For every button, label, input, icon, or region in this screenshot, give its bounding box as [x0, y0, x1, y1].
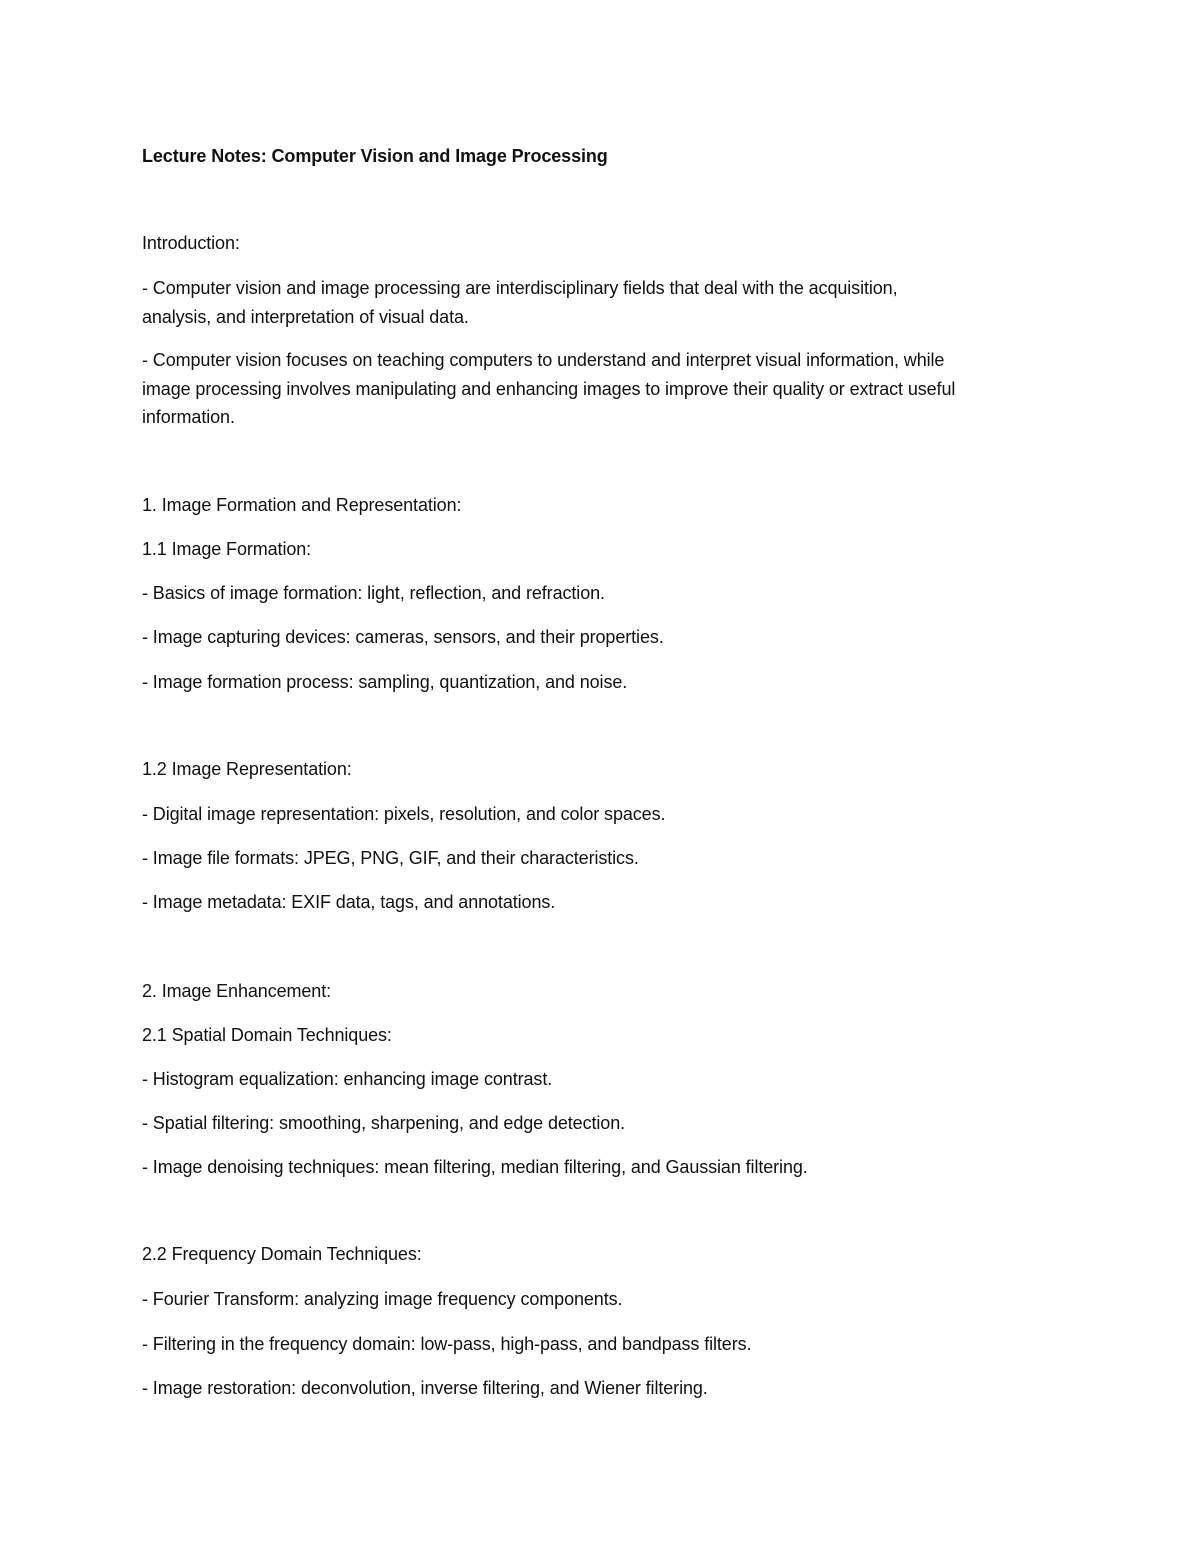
list-item: - Image formation process: sampling, quantization, and noise. [142, 672, 628, 692]
section-1-1-heading: 1.1 Image Formation: [142, 539, 312, 559]
introduction-heading: Introduction: [142, 233, 240, 253]
list-item: - Image file formats: JPEG, PNG, GIF, and their characteristics. [142, 848, 639, 868]
list-item: - Basics of image formation: light, reflection, and refraction. [142, 583, 605, 603]
list-item: - Image capturing devices: cameras, sensors, and their properties. [142, 627, 664, 647]
section-2-1-heading: 2.1 Spatial Domain Techniques: [142, 1025, 392, 1045]
list-item: - Image metadata: EXIF data, tags, and annotations. [142, 892, 556, 912]
list-item: - Fourier Transform: analyzing image frequency components. [142, 1289, 623, 1309]
list-item: - Histogram equalization: enhancing image contrast. [142, 1069, 553, 1089]
intro-point-2-line-3: information. [142, 407, 235, 427]
list-item: - Spatial filtering: smoothing, sharpening, and edge detection. [142, 1113, 626, 1133]
intro-point-1-line-1: - Computer vision and image processing are interdisciplinary fields that deal with the acquisition, [142, 278, 898, 298]
section-1-heading: 1. Image Formation and Representation: [142, 495, 462, 515]
document-title: Lecture Notes: Computer Vision and Image Processing [142, 146, 608, 166]
list-item: - Filtering in the frequency domain: low-pass, high-pass, and bandpass filters. [142, 1334, 752, 1354]
list-item: - Image restoration: deconvolution, inverse filtering, and Wiener filtering. [142, 1378, 708, 1398]
intro-point-2-line-2: image processing involves manipulating and enhancing images to improve their quality or extract useful [142, 379, 956, 399]
list-item: - Digital image representation: pixels, resolution, and color spaces. [142, 804, 666, 824]
intro-point-1-line-2: analysis, and interpretation of visual data. [142, 307, 469, 327]
section-2-2-heading: 2.2 Frequency Domain Techniques: [142, 1244, 422, 1264]
section-1-2-heading: 1.2 Image Representation: [142, 759, 352, 779]
section-2-heading: 2. Image Enhancement: [142, 981, 332, 1001]
intro-point-2-line-1: - Computer vision focuses on teaching computers to understand and interpret visual information, while [142, 350, 945, 370]
list-item: - Image denoising techniques: mean filtering, median filtering, and Gaussian filtering. [142, 1157, 808, 1177]
